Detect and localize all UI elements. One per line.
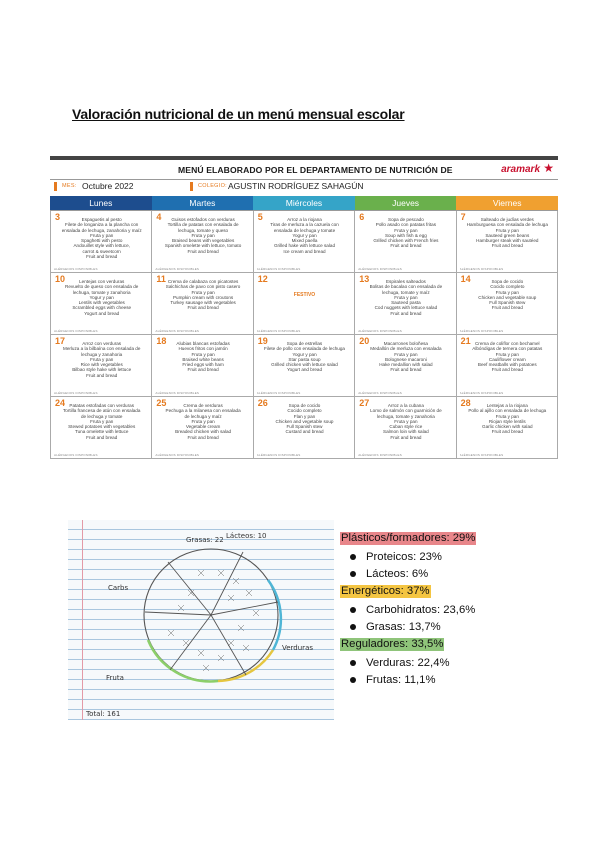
day-number: 6 [359,212,365,222]
hand-drawn-pie [68,520,334,720]
dish-line: carrot & sweetcorn [82,248,121,254]
dish-line: Tuna omelette with lettuce [74,429,129,435]
dish-line: Spaghetti with pesto [81,238,123,244]
dish-list [461,341,554,373]
dish-line: Crema de verduras [183,403,223,408]
category-items [350,602,580,635]
dish-line: Fruta y pan [191,289,215,295]
day-number: 14 [460,274,471,284]
menu-day-cell [51,397,152,459]
menu-day-cell [51,273,152,335]
dish-line: Star pasta soup [288,356,321,362]
dish-line: Tortilla francesa de atún con ensalada [63,408,141,414]
dish-line: Yogur y pan [89,294,114,300]
dish-line: Flan y pan [293,413,316,419]
dish-line: Espaguetis al pesto [81,217,122,222]
month-bar-icon [54,182,57,191]
dish-line: ensalada de lechuga, zanahoria y maíz [61,227,142,233]
dish-line: Sopa de cocido [288,403,321,408]
dish-list [55,341,148,378]
dish-line: Salteado de judías verdes [480,217,534,222]
dish-line: Grilled chicken with French fries [373,238,439,244]
day-number: 21 [460,336,471,346]
dish-list [359,341,452,373]
allergen-note: ALÉRGENOS DISPONIBLES [155,391,200,395]
dish-line: Bolitas de bacalao con ensalada de [369,284,443,290]
day-number: 25 [156,398,167,408]
dish-line: lechuga, tomate y zanahoria [377,413,435,419]
category-items [350,549,580,582]
dish-line: ensalada de lechuga y tomate [273,227,336,233]
menu-day-cell [152,211,253,273]
nutrition-breakdown [340,532,580,691]
allergen-note: ALÉRGENOS DISPONIBLES [155,267,200,271]
dish-line: Vegetable cream [185,424,221,430]
dish-line: Fruit and bread [390,434,422,440]
school-bar-icon [190,182,193,191]
dish-line: Mixed paella [291,238,318,244]
day-number: 5 [257,212,263,222]
day-number: 26 [257,398,268,408]
dish-list [55,217,148,259]
allergen-note: ALÉRGENOS DISPONIBLES [54,329,98,333]
dish-line: Bilbao style hake with lettuce [72,367,132,373]
dish-list [258,217,351,254]
menu-day-cell [152,335,253,397]
allergen-note: ALÉRGENOS DISPONIBLES [256,453,301,457]
category-item-text: Verduras: 22,4% [366,657,450,669]
school-label: COLEGIO: [198,183,227,189]
dish-line: Pollo asado con patatas fritas [375,222,437,228]
allergen-note: ALÉRGENOS DISPONIBLES [54,453,98,457]
dish-line: Fruta y pan [495,413,519,419]
day-monday: Lunes [50,196,152,210]
dish-line: Fruta y pan [191,232,215,238]
dish-line: Revuelto de queso con ensalada de [65,284,139,290]
bullet-icon [350,554,356,560]
dish-line: Filete de pollo con ensalada de lechuga [264,346,345,352]
dish-list [258,341,351,373]
dish-line: Riojan style lentils [488,418,526,424]
school-value: AGUSTIN RODRÍGUEZ SAHAGÚN [228,181,364,191]
dish-line: Fruit and bread [187,367,219,373]
menu-day-cell [457,335,558,397]
dish-list [258,403,351,435]
allergen-note: ALÉRGENOS DISPONIBLES [459,267,504,271]
day-number: 27 [359,398,370,408]
dish-line: Hamburguesa con ensalada de lechuga [466,222,548,228]
dish-line: lechuga y zanahoria [81,351,123,357]
note-label-2: Lácteos: 10 [226,532,267,540]
dish-line: Fruta y pan [394,351,418,357]
menu-day-cell [254,335,355,397]
dish-line: Turkey sausage with vegetables [170,300,236,306]
dish-line: Fruta y pan [191,418,215,424]
pie-highlight-blue [268,580,281,650]
dish-line: lechuga, tomate y maíz [382,289,430,295]
category-item-text: Grasas: 13,7% [366,620,441,633]
dish-list [359,403,452,440]
dish-line: Alubias blancas estofadas [176,341,230,346]
allergen-note: ALÉRGENOS DISPONIBLES [256,267,301,271]
dish-line: Fried eggs with ham [182,362,224,368]
allergen-note: ALÉRGENOS DISPONIBLES [54,267,98,271]
dish-line: Grilled hake with lettuce salad [273,243,335,249]
dish-list [156,341,249,373]
category-item [350,549,580,566]
menu-header [50,160,558,180]
dish-line: Spanish omelette with lettuce, tomato [164,243,242,249]
dish-line: Arroz con verduras [82,341,122,346]
dish-line: Sauteed pasta [391,300,421,306]
dish-line: Yogurt and bread [84,310,120,316]
dish-line: Cocido completo [287,408,322,414]
dish-line: Cauliflower cream [488,356,526,362]
brand-logo: aramark [501,164,540,175]
dish-line: FESTIVO [293,292,316,298]
dish-line: Cod nuggets with lettuce salad [374,305,438,311]
dish-line: Yogur y pan [292,232,317,238]
menu-day-cell [152,397,253,459]
day-number: 11 [156,274,166,284]
dish-line: lechuga, tomate y zanahoria [72,289,131,295]
dish-line: Macarrones boloñesa [383,341,428,346]
day-number: 17 [55,336,66,346]
menu-day-cell [355,335,456,397]
dish-line: Tortilla de patatas con ensalada de [167,222,239,228]
menu-heading: MENÚ ELABORADO POR EL DEPARTAMENTO DE NUTRICIÓN DE [178,165,453,175]
dish-line: Salmon loin with salad [383,429,429,435]
day-number: 10 [55,274,66,284]
document-title: Valoración nutricional de un menú mensual escolar [72,106,405,122]
dish-line: Braised beans with vegetables [171,238,235,244]
day-number: 13 [359,274,370,284]
bullet-icon [350,624,356,630]
dish-line: Yogurt and bread [286,367,323,373]
pie-highlight-green [148,640,218,681]
day-number: 19 [257,336,268,346]
day-thursday: Jueves [355,196,457,210]
day-number: 18 [156,336,167,346]
allergen-note: ALÉRGENOS DISPONIBLES [358,391,402,395]
menu-day-cell [51,211,152,273]
dish-line: Pumpkin cream with croutons [172,294,234,300]
dish-line: Beef meatballs with potatoes [477,362,537,368]
dish-list [258,293,351,298]
dish-line: Fruit and bread [86,254,118,260]
dish-line: Fruit and bread [390,243,422,249]
dish-line: Salchichas de pavo con pisto casero [165,284,241,290]
day-number: 12 [257,274,268,284]
dish-line: Garlic chicken with salad [482,424,533,430]
dish-line: Bolognese macaroni [384,356,427,362]
menu-day-cell [355,397,456,459]
dish-line: Fruit and bread [187,248,219,254]
brand-star-icon: ★ [543,161,554,175]
dish-line: Soup with fish & egg [384,232,427,238]
menu-day-cell [457,397,558,459]
dish-line: Chicken and vegetable soup [275,418,334,424]
dish-line: Sauteed green beans [485,232,530,238]
day-number: 20 [359,336,370,346]
note-total: Total: 161 [86,710,121,718]
dish-line: Fruit and bread [187,434,219,440]
dish-line: Lomo de salmón con guarnición de [370,408,442,414]
pie-cross-hatching [168,570,259,671]
menu-day-cell [51,335,152,397]
note-label-1: Grasas: 22 [186,536,224,544]
pie-slice-lines [145,552,278,675]
category-item-text: Frutas: 11,1% [366,673,436,686]
category-item [350,672,580,689]
bullet-icon [350,677,356,683]
dish-line: Fruta y pan [90,418,114,424]
dish-line: Ice cream and bread [283,248,326,254]
category-item [350,602,580,619]
dish-line: Fruit and bread [491,305,523,311]
dish-line: Patatas estofadas con verduras [69,403,134,408]
allergen-note: ALÉRGENOS DISPONIBLES [459,329,504,333]
dish-line: Stewed potatoes with vegetables [68,424,136,430]
dish-line: Fruit and bread [86,434,118,440]
dish-line: Hamburger steak with sautéed [476,238,539,244]
dish-line: Rice with vegetables [80,362,123,368]
allergen-note: ALÉRGENOS DISPONIBLES [459,391,504,395]
category-item [350,566,580,583]
category-item [350,619,580,636]
dish-line: de lechuga y maíz [184,413,222,419]
dish-line: Fruit and bread [491,367,523,373]
category-items [350,655,580,688]
dish-line: Crema de coliflor con bechamel [474,341,540,346]
dish-list [156,279,249,311]
dish-line: Fruit and bread [491,243,523,249]
dish-line: Cuban style rice [389,424,423,430]
dish-line: Guisos estofados con verduras [171,217,235,222]
dish-line: Huevos fritos con jamón [178,346,228,352]
month-label: MES: [62,183,77,189]
menu-day-cell [254,397,355,459]
menu-day-cell [152,273,253,335]
dish-line: Fruit and bread [187,305,219,311]
dish-line: Andouillet style with lettuce, [73,243,130,249]
dish-line: Cocido completo [490,284,525,290]
menu-day-cell [457,273,558,335]
menu-day-cell [355,273,456,335]
allergen-note: ALÉRGENOS DISPONIBLES [256,391,301,395]
dish-line: Fruta y pan [191,351,215,357]
day-number: 24 [55,398,66,408]
note-label-4: Fruta [106,674,124,682]
dish-line: Sopa de estrellas [286,341,323,346]
dish-line: Scrambled eggs with cheese [72,305,132,311]
dish-list [156,217,249,254]
dish-line: Braised white beans [182,356,224,362]
dish-line: Fruta y pan [495,289,519,295]
category-item-text: Lácteos: 6% [366,567,429,580]
category-item [350,655,580,672]
dish-line: Espirales salteados [385,279,426,284]
dish-list [461,279,554,311]
allergen-note: ALÉRGENOS DISPONIBLES [358,267,402,271]
dish-list [359,279,452,316]
dish-line: Medallón de merluza con ensalada [370,346,442,352]
menu-meta [50,180,558,193]
allergen-note: ALÉRGENOS DISPONIBLES [358,329,402,333]
day-number: 3 [55,212,61,222]
dish-line: Arroz a la riojana [287,217,322,222]
dish-list [461,217,554,249]
dish-line: de lechuga y tomate [81,413,123,419]
dish-list [55,279,148,316]
dish-line: Albóndigas de ternera con patatas [472,346,543,352]
dish-line: Merluza a la bilbaína con ensalada de [63,346,141,352]
dish-line: Yogur y pan [292,351,317,357]
note-label-5: Verduras [282,644,314,652]
dish-line: Arroz a la cubana [387,403,424,408]
day-friday: Viernes [456,196,558,210]
dish-line: Lentejas a la riojana [486,403,528,408]
allergen-note: ALÉRGENOS DISPONIBLES [155,453,200,457]
menu-day-cell [254,273,355,335]
allergen-note: ALÉRGENOS DISPONIBLES [155,329,200,333]
dish-line: Fruta y pan [495,351,519,357]
handwritten-pie-chart-photo [68,520,334,720]
dish-line: Fruit and bread [86,372,118,378]
day-number: 28 [460,398,471,408]
category-heading: Energéticos: 37% [341,585,430,597]
dish-list [156,403,249,440]
dish-line: Custard and bread [285,429,324,435]
weekday-header [50,196,558,211]
dish-line: Fruta y pan [495,227,519,233]
dish-line: Sopa de cocido [491,279,524,284]
month-value: Octubre 2022 [82,181,134,191]
dish-line: Chicken and vegetable soup [478,294,537,300]
dish-line: Fruit and bread [390,310,422,316]
category-heading: Reguladores: 33,5% [341,638,444,650]
dish-list [359,217,452,249]
day-number: 4 [156,212,162,222]
dish-line: Fruit and bread [491,429,523,435]
allergen-note: ALÉRGENOS DISPONIBLES [358,453,402,457]
day-tuesday: Martes [152,196,254,210]
bullet-icon [350,607,356,613]
day-wednesday: Miércoles [253,196,355,210]
dish-line: Grilled chicken with lettuce salad [271,362,338,368]
dish-line: Filete de longaniza a la plancha con [65,222,139,228]
menu-grid [50,211,558,459]
dish-line: Lentejas con verduras [79,279,125,284]
dish-line: Lentils with vegetables [78,300,125,306]
menu-day-cell [254,211,355,273]
category-item-text: Carbohidratos: 23,6% [366,604,476,616]
dish-line: Full Spanish stew [489,300,526,306]
bullet-icon [350,571,356,577]
dish-line: Fruta y pan [394,418,418,424]
allergen-note: ALÉRGENOS DISPONIBLES [256,329,301,333]
dish-line: Fruta y pan [394,227,418,233]
dish-line: Breaded chicken with salad [175,429,232,435]
category-item-text: Proteicos: 23% [366,551,442,563]
allergen-note: ALÉRGENOS DISPONIBLES [54,391,98,395]
dish-line: Full Spanish stew [286,424,323,430]
dish-line: Fruta y pan [90,232,114,238]
dish-line: Fruta y pan [394,294,418,300]
menu-day-cell [355,211,456,273]
dish-list [55,403,148,440]
bullet-icon [350,660,356,666]
monthly-menu [50,156,558,456]
dish-line: Pollo al ajillo con ensalada de lechuga [468,408,547,414]
menu-day-cell [457,211,558,273]
dish-line: Tiras de merluza a la cazuela con [270,222,339,228]
dish-line: Pechuga a la milanesa con ensalada [165,408,241,414]
dish-line: Crema de calabaza con picatostes [167,279,239,284]
day-number: 7 [460,212,466,222]
category-heading: Plásticos/formadores: 29% [341,532,476,544]
allergen-note: ALÉRGENOS DISPONIBLES [459,453,504,457]
dish-list [461,403,554,435]
dish-line: Hake medallion with salad [379,362,433,368]
note-label-3: Carbs [108,584,129,592]
dish-line: Sopa de pescado [388,217,424,222]
dish-line: lechuga, tomate y queso [178,227,229,233]
dish-line: Fruta y pan [90,356,114,362]
dish-line: Fruit and bread [390,367,422,373]
